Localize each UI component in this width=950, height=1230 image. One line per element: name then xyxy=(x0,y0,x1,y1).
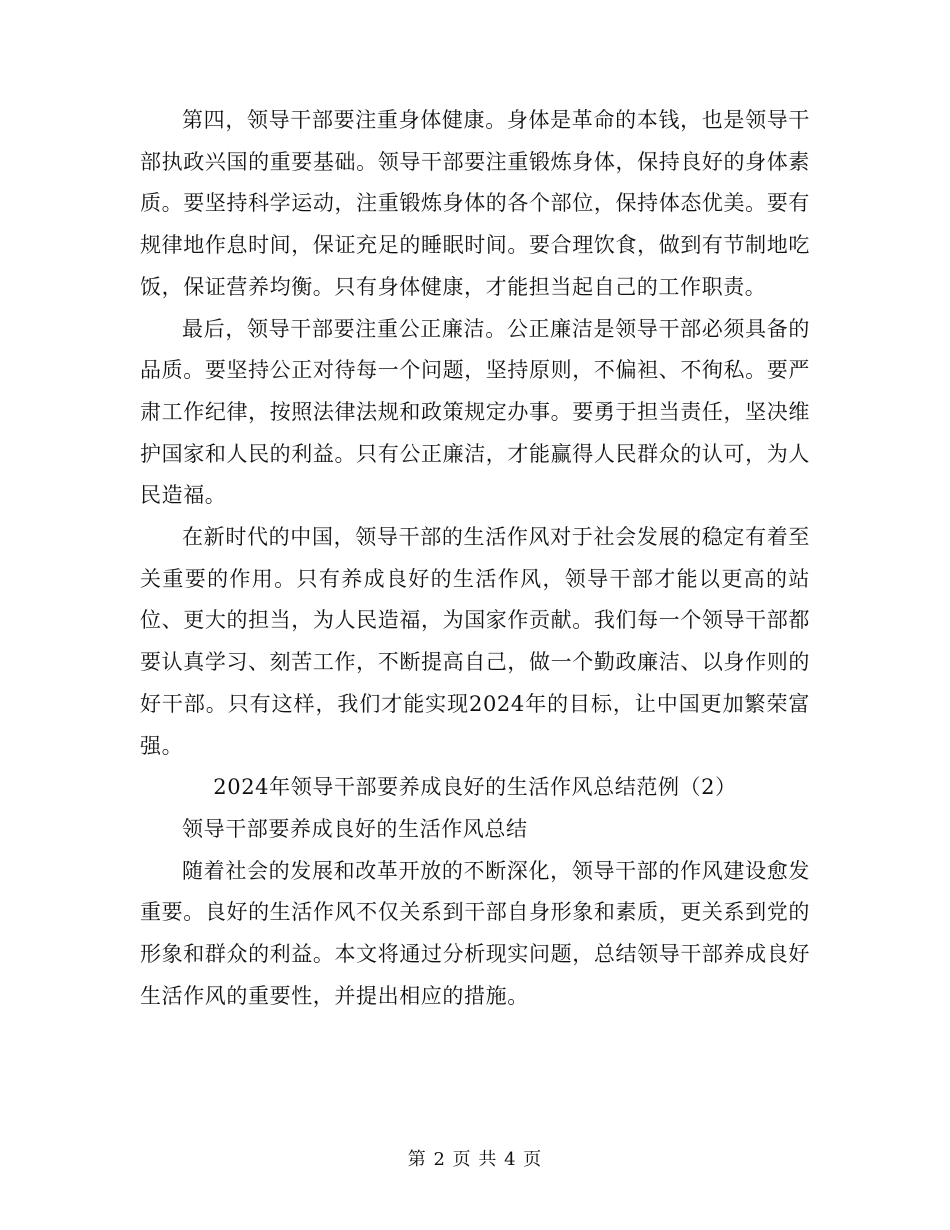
paragraph-integrity: 最后，领导干部要注重公正廉洁。公正廉洁是领导干部必须具备的品质。要坚持公正对待每一个问题，坚持原则，不偏袒、不徇私。要严肃工作纪律，按照法律法规和政策规定办事。要勇于担当责任，坚决维护国家和人民的利益。只有公正廉洁，才能赢得人民群众的认可，为人民造福。 xyxy=(140,316,810,508)
paragraph-intro: 随着社会的发展和改革开放的不断深化，领导干部的作风建设愈发重要。良好的生活作风不仅关系到干部自身形象和素质，更关系到党的形象和群众的利益。本文将通过分析现实问题，总结领导干部养成良好生活作风的重要性，并提出相应的措施。 xyxy=(140,858,810,1008)
section-subheading: 领导干部要养成良好的生活作风总结 xyxy=(182,816,528,841)
document-body xyxy=(140,100,810,1017)
paragraph-conclusion: 在新时代的中国，领导干部的生活作风对于社会发展的稳定有着至关重要的作用。只有养成良好的生活作风，领导干部才能以更高的站位、更大的担当，为人民造福，为国家作贡献。我们每一个领导干部都要认真学习、刻苦工作，不断提高自己，做一个勤政廉洁、以身作则的好干部。只有这样，我们才能实现2024年的目标，让中国更加繁荣富强。 xyxy=(140,525,810,758)
paragraph-health: 第四，领导干部要注重身体健康。身体是革命的本钱，也是领导干部执政兴国的重要基础。领导干部要注重锻炼身体，保持良好的身体素质。要坚持科学运动，注重锻炼身体的各个部位，保持体态优美。要有规律地作息时间，保证充足的睡眠时间。要合理饮食，做到有节制地吃饭，保证营养均衡。只有身体健康，才能担当起自己的工作职责。 xyxy=(140,108,810,299)
page-footer: 第 2 页 共 4 页 xyxy=(407,1149,543,1170)
section-heading: 2024年领导干部要养成良好的生活作风总结范例（2） xyxy=(213,775,737,800)
